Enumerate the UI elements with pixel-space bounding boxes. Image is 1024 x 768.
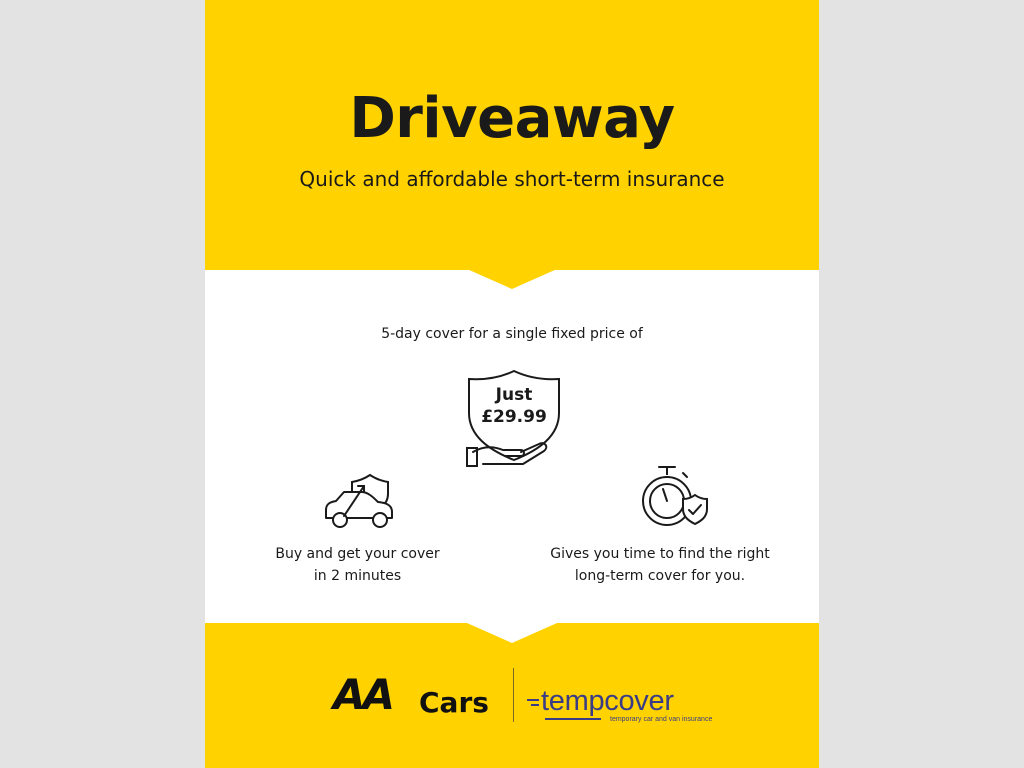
feature-line: in 2 minutes [313, 568, 402, 584]
price-badge [467, 384, 561, 428]
feature-line: Gives you time to find the right [550, 546, 770, 562]
logo-divider [513, 668, 514, 722]
header-notch [467, 269, 557, 289]
tempcover-logo: tempcover [541, 685, 674, 717]
cars-label: Cars [419, 686, 489, 719]
tempcover-tagline: temporary car and van insurance [610, 716, 713, 723]
aa-logo: AA [333, 670, 393, 719]
price-value: £29.99 [481, 407, 547, 427]
car-shield-icon [322, 470, 394, 532]
page-title: Driveaway [349, 86, 675, 151]
price-prefix: Just [495, 385, 533, 405]
feature-line: long-term cover for you. [574, 568, 746, 584]
cover-description: 5-day cover for a single fixed price of [381, 326, 643, 342]
feature-line: Buy and get your cover [275, 546, 440, 562]
feature-quick-purchase [255, 543, 460, 587]
stopwatch-shield-icon [637, 465, 711, 531]
feature-time-to-find [535, 543, 785, 587]
footer-notch [467, 623, 557, 643]
driveaway-card [205, 0, 819, 768]
page-subtitle: Quick and affordable short-term insurance [299, 167, 725, 191]
